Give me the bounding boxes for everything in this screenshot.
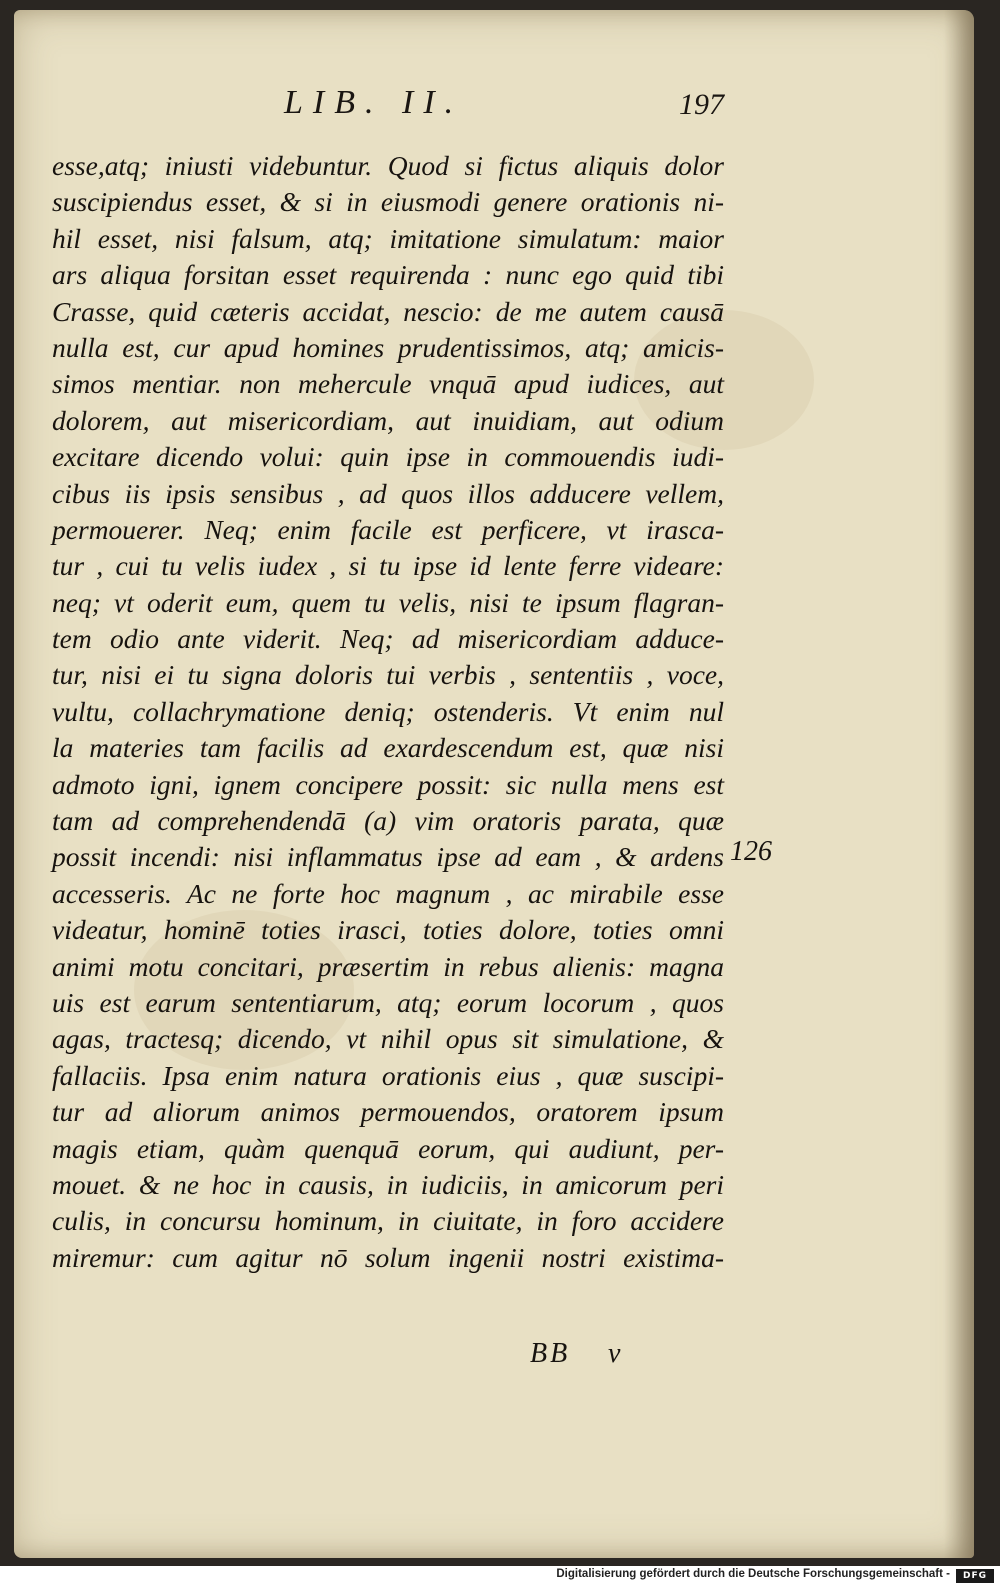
text-line: simos mentiar. non mehercule vnquā apud iudices, aut <box>52 368 724 400</box>
text-line: agas, tractesq; dicendo, vt nihil opus sit simulatione, & <box>52 1023 724 1055</box>
text-line: vultu, collachrymatione deniq; ostenderis. Vt enim nul <box>52 695 724 727</box>
text-line: hil esset, nisi falsum, atq; imitatione simulatum: maior <box>52 222 724 254</box>
text-line: permouerer. Neq; enim facile est perficere, vt irasca- <box>52 513 724 545</box>
text-line: suscipiendus esset, & si in eiusmodi genere orationis ni- <box>52 186 724 218</box>
text-line: tem odio ante viderit. Neq; ad misericordiam adduce- <box>52 623 724 655</box>
text-line: magis etiam, quàm quenquā eorum, qui audiunt, per- <box>52 1132 724 1164</box>
text-line: tur , cui tu velis iudex , si tu ipse id lente ferre videare: <box>52 550 724 582</box>
text-line: nulla est, cur apud homines prudentissimos, atq; amicis- <box>52 331 724 363</box>
text-line: culis, in concursu hominum, in ciuitate, in foro accidere <box>52 1205 724 1237</box>
dfg-logo: DFG <box>956 1569 994 1583</box>
text-line: admoto igni, ignem concipere possit: sic nulla mens est <box>52 768 724 800</box>
text-line: Crasse, quid cæteris accidat, nescio: de me autem causā <box>52 295 724 327</box>
margin-note: 126 <box>730 836 772 867</box>
text-line: excitare dicendo volui: quin ipse in commouendis iudi- <box>52 441 724 473</box>
text-line: cibus iis ipsis sensibus , ad quos illos adducere vellem, <box>52 477 724 509</box>
book-page <box>14 10 974 1558</box>
text-line: la materies tam facilis ad exardescendum est, quæ nisi <box>52 732 724 764</box>
text-line: fallaciis. Ipsa enim natura orationis eius , quæ suscipi- <box>52 1059 724 1091</box>
text-line: ars aliqua forsitan esset requirenda : nunc ego quid tibi <box>52 259 724 291</box>
text-line: esse,atq; iniusti videbuntur. Quod si fictus aliquis dolor <box>52 150 724 181</box>
page-header <box>284 84 724 134</box>
catchword: v <box>608 1338 621 1369</box>
text-line: possit incendi: nisi inflammatus ipse ad eam , & ardens <box>52 841 724 873</box>
text-line: videatur, hominē toties irasci, toties dolore, toties omni <box>52 914 724 946</box>
text-line: tam ad comprehendendā (a) vim oratoris parata, quæ <box>52 805 724 837</box>
text-line: tur, nisi ei tu signa doloris tui verbis , sententiis , voce, <box>52 659 724 691</box>
text-body <box>52 148 724 1276</box>
page-number: 197 <box>679 88 724 121</box>
running-title: LIB. II. <box>284 84 464 121</box>
funding-note: Digitalisierung gefördert durch die Deutsche Forschungsgemeinschaft - <box>556 1568 950 1580</box>
text-line: uis est earum sententiarum, atq; eorum locorum , quos <box>52 986 724 1018</box>
funding-bar <box>0 1566 1000 1586</box>
text-line: miremur: cum agitur nō solum ingenii nostri existima- <box>52 1241 724 1273</box>
text-line: accesseris. Ac ne forte hoc magnum , ac mirabile esse <box>52 877 724 909</box>
text-line: mouet. & ne hoc in causis, in iudiciis, in amicorum peri <box>52 1168 724 1200</box>
text-line: dolorem, aut misericordiam, aut inuidiam, aut odium <box>52 404 724 436</box>
signature-mark: BB <box>530 1338 571 1369</box>
text-line: tur ad aliorum animos permouendos, oratorem ipsum <box>52 1096 724 1128</box>
text-line: animi motu concitari, præsertim in rebus alienis: magna <box>52 950 724 982</box>
text-line: neq; vt oderit eum, quem tu velis, nisi te ipsum flagran- <box>52 586 724 618</box>
